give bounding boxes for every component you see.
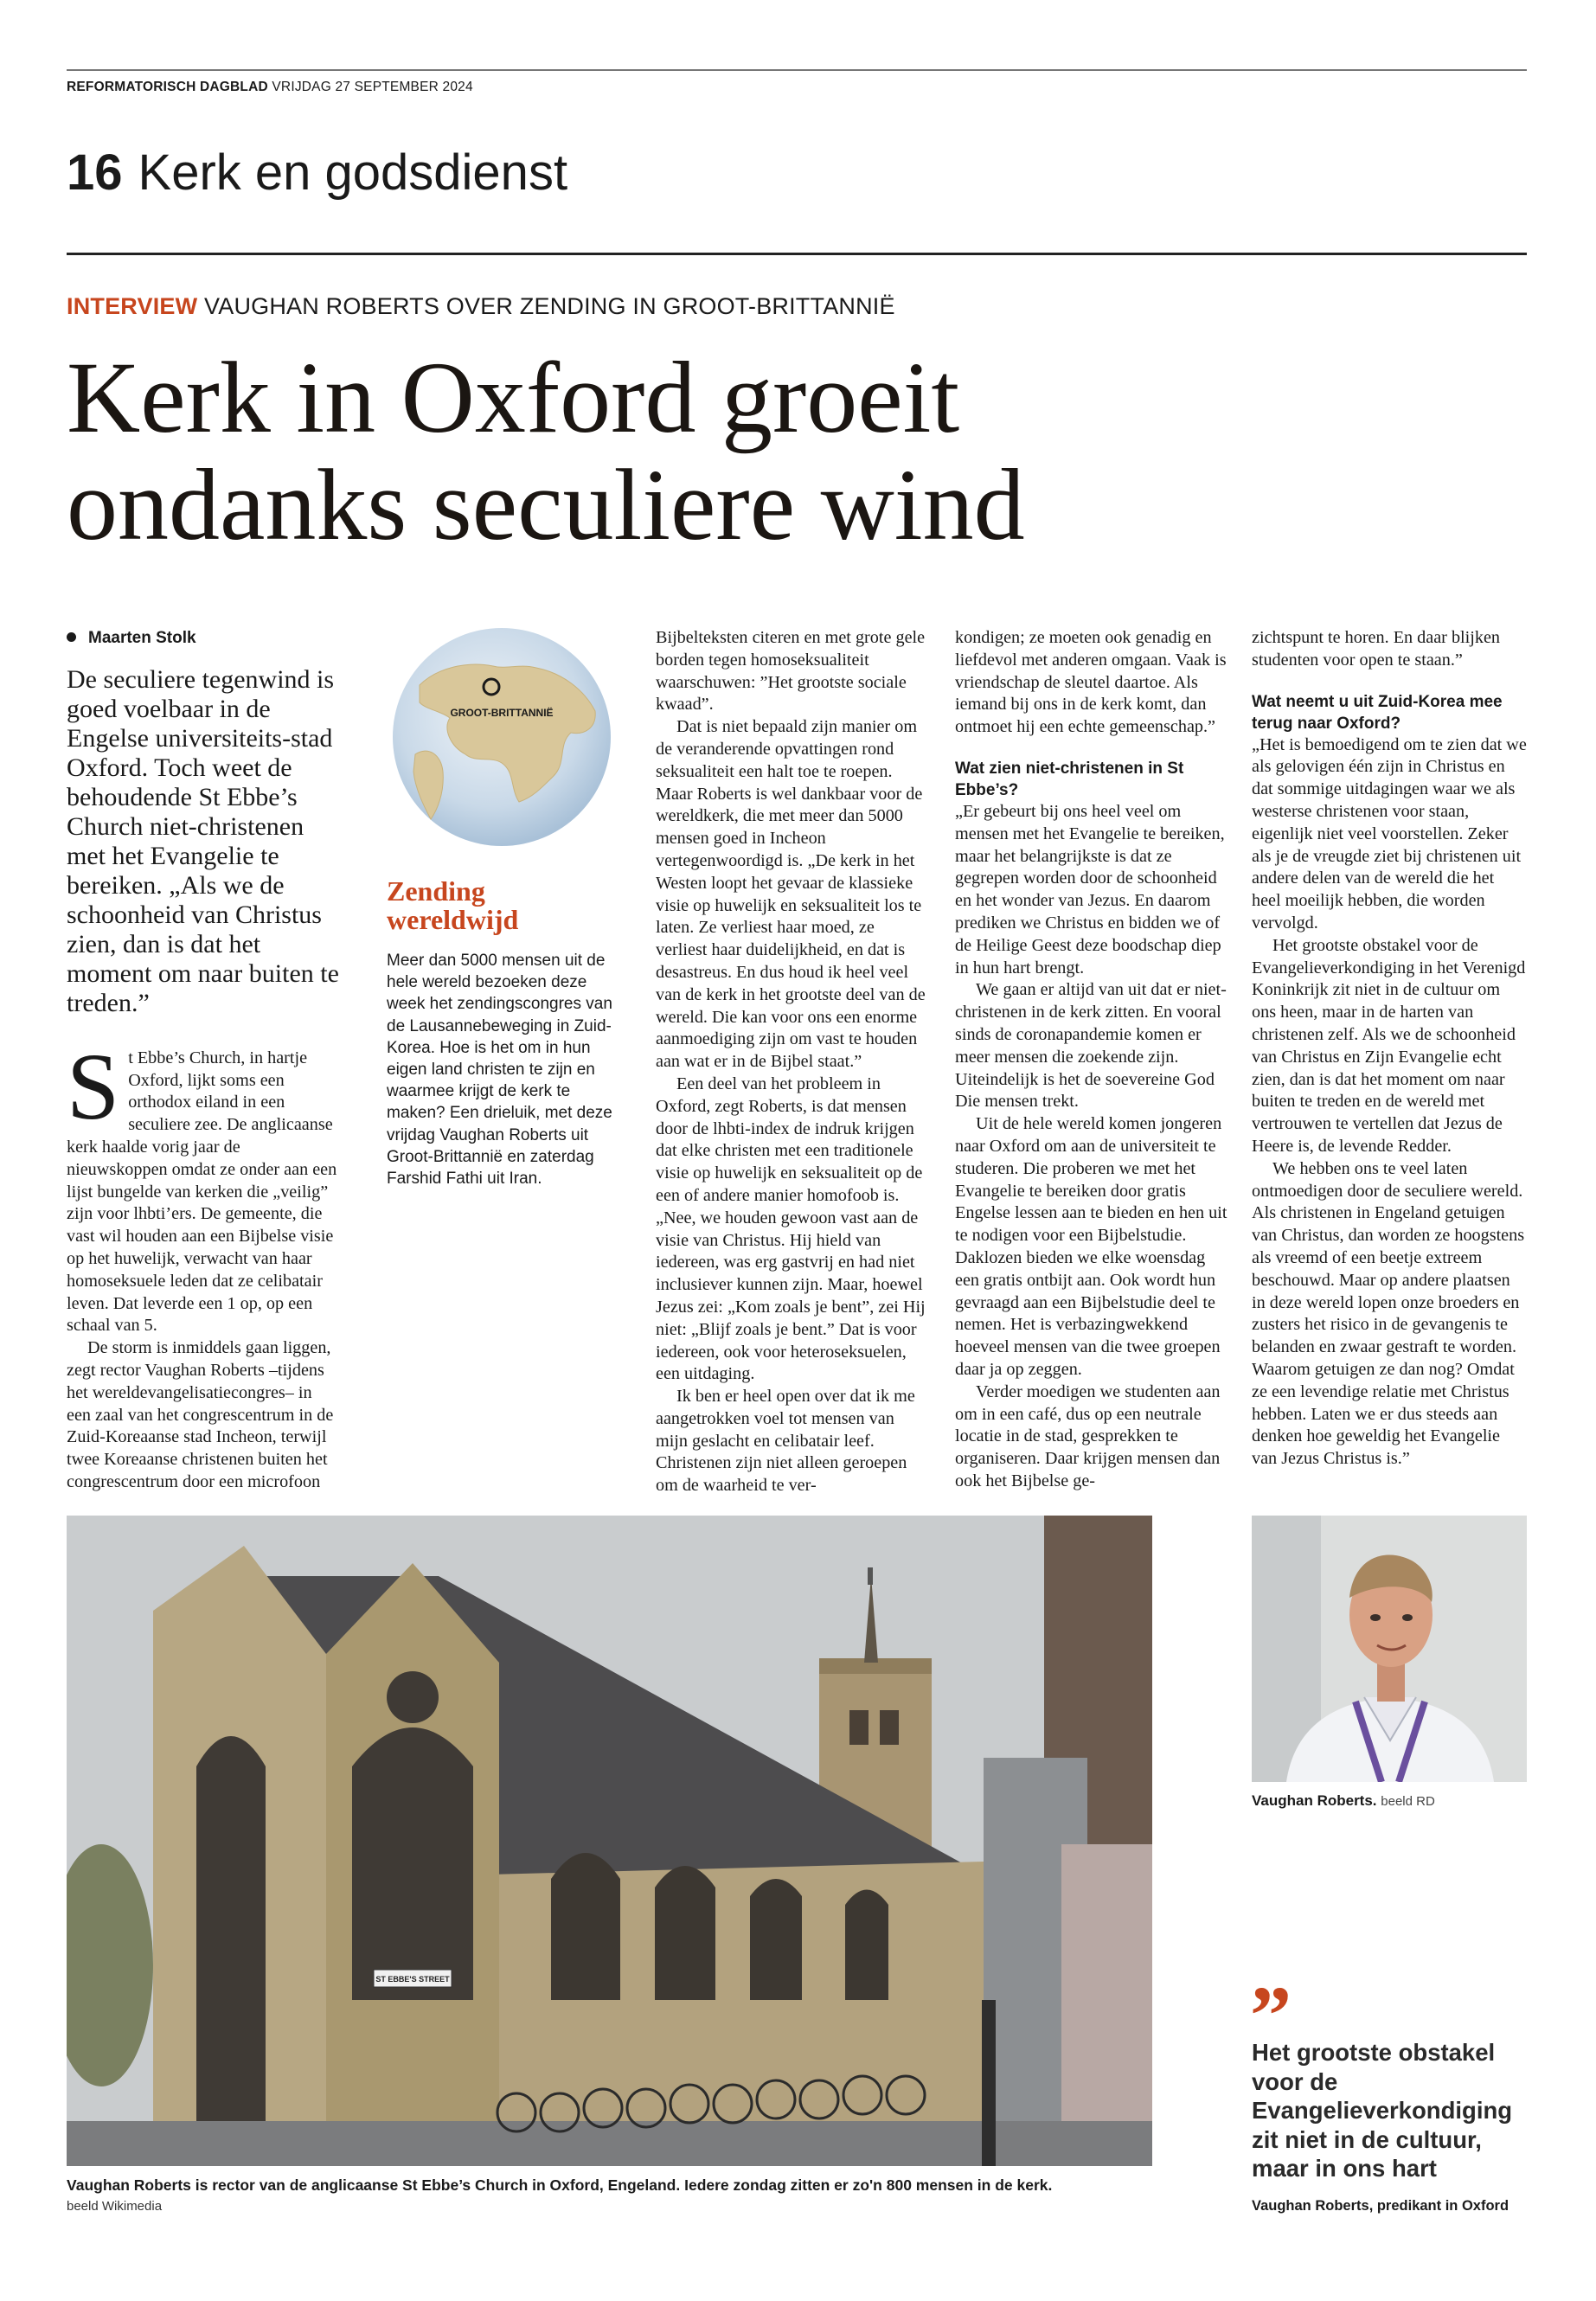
- interview-question: Wat neemt u uit Zuid-Korea mee terug naar Oxford?: [1252, 692, 1503, 733]
- portrait-illustration: [1252, 1516, 1527, 1782]
- body-paragraph: zichtspunt te horen. En daar blijken studenten voor open te staan.”: [1252, 628, 1501, 670]
- body-paragraph: Dat is niet bepaald zijn manier om de veranderende opvattingen rond seksualiteit een halt toe te roepen. Maar Roberts is wel dankbaar voor de wereldkerk, die met meer dan 5000 mensen goed in Incheon vertegenwoordigd is. „De kerk in het Westen loopt het gevaar de klassieke visie op huwelijk en seksualiteit los te laten. Ze verliest haar moed, ze verliest haar duidelijkheid, en dat is desastreus. En dus houd ik heel veel van de kerk in het grootste deel van de wereld. Die kan voor ons een enorme aanmoediging zijn om vast te houden aan wat er in de Bijbel staat.”: [656, 717, 926, 1072]
- section-name: Kerk en godsdienst: [138, 144, 568, 201]
- article-column-1: [67, 627, 340, 1494]
- globe-map: [389, 625, 614, 849]
- headline-line-2: ondanks seculiere wind: [67, 448, 1025, 561]
- body-paragraph: Bijbelteksten citeren en met grote gele borden tegen homoseksualiteit waarschuwen: ”Het grootste sociale kwaad”.: [656, 628, 926, 715]
- byline-author: Maarten Stolk: [88, 629, 196, 647]
- body-paragraph: We hebben ons te veel laten ontmoedigen door de seculiere wereld. Als christenen in Engeland getuigen van Christus, dan worden ze hoogstens als vreemd of een beetje extreem beschouwd. Maar op andere plaatsen in deze wereld lopen onze broeders en zusters het risico in de gevangenis te belanden en zwaar gestraft te worden. Waarom getuigen ze dan nog? Omdat ze een levendige relatie met Christus hebben. Laten we er dus steeds aan denken hoe geweldig het Evangelie van Jezus Christus is.”: [1252, 1158, 1525, 1469]
- pull-quote: Het grootste obstakel voor de Evangelieverkondiging zit niet in de cultuur, maar in ons hart: [1252, 2039, 1513, 2182]
- church-photo-credit: beeld Wikimedia: [67, 2199, 163, 2214]
- church-photo-caption: Vaughan Roberts is rector van de anglicaanse St Ebbe’s Church in Oxford, Engeland. Iedere zondag zitten er zo'n 800 mensen in de kerk.: [67, 2176, 1053, 2194]
- headline-line-1: Kerk in Oxford groeit: [67, 341, 960, 454]
- church-illustration: [67, 1516, 1152, 2166]
- body-paragraph: „Er gebeurt bij ons heel veel om mensen met het Evangelie te bereiken, maar het belangrijkste is dat ze gegrepen worden door de schoonheid en het wonder van Jezus. En daarom prediken we Christus en bidden we of de Heilige Geest deze boodschap diep in hun hart brengt.: [955, 801, 1225, 977]
- body-paragraph: „Het is bemoedigend om te zien dat we als gelovigen één zijn in Christus en dat sommige uitdagingen waar we als westerse christenen voor staan, eigenlijk niet veel voorstellen. Zeker als je de vreugde ziet bij christenen uit andere delen van de wereld die het heel moeilijk hebben, die worden vervolgd.: [1252, 734, 1527, 933]
- kicker-label: INTERVIEW: [67, 293, 198, 319]
- body-paragraph: [67, 1033, 340, 1337]
- portrait-credit: beeld RD: [1381, 1794, 1435, 1809]
- article-column-5: [1252, 627, 1527, 1471]
- section-rule: [67, 253, 1527, 255]
- kicker-text: VAUGHAN ROBERTS OVER ZENDING IN GROOT-BRITTANNIË: [204, 293, 895, 319]
- body-paragraph: kondigen; ze moeten ook genadig en liefdevol met anderen omgaan. Vaak is vriendschap de sleutel daartoe. Als iemand bij ons in de kerk komt, dan ontmoet hij een echte gemeenschap.”: [955, 628, 1227, 737]
- headline: [67, 341, 1364, 561]
- sidebar-title: [387, 877, 518, 934]
- body-paragraph: Het grootste obstakel voor de Evangelieverkondiging in het Verenigd Koninkrijk zit niet in de cultuur om ons heen, maar in de harten van christenen zelf. Als we de schoonheid van Christus en Zijn Evangelie echt zien, dan is dat het moment om naar buiten te treden en de wereld met vertrouwen te vertellen dat Jezus de Heere is, de levende Redder.: [1252, 935, 1526, 1156]
- sidebar-title-line-2: wereldwijd: [387, 904, 519, 935]
- byline-bullet-icon: [67, 632, 76, 642]
- portrait-name: Vaughan Roberts.: [1252, 1792, 1377, 1809]
- top-rule: [67, 69, 1527, 71]
- body-paragraph: Uit de hele wereld komen jongeren naar Oxford om aan de universiteit te studeren. Die proberen we met het Evangelie te bereiken door gratis Engelse lessen aan te bieden en hen uit te nodigen voor een Bijbelstudie. Daklozen bieden we elke woensdag een gratis ontbijt aan. Ook wordt hun gevraagd aan een Bijbelstudie deel te nemen. Het is verbazingwekkend hoeveel mensen van die twee groepen daar ja op zeggen.: [955, 1114, 1227, 1379]
- street-sign-text: ST EBBE'S STREET: [375, 1975, 450, 1984]
- portrait-photo: [1252, 1516, 1527, 1782]
- section-header: [67, 145, 567, 201]
- body-paragraph: Een deel van het probleem in Oxford, zegt Roberts, is dat mensen door de lhbti-index de indruk krijgen dat elke christen met een traditionele visie op huwelijk en seksualiteit op de een of andere manier homofoob is. „Nee, we houden gewoon vast aan de visie van Christus. Hij hield van iedereen, was erg gastvrij en had niet inclusiever kunnen zijn. Maar, hoewel Jezus zei: „Kom zoals je bent”, zei Hij niet: „Blijf zoals je bent.” Dat is voor iedereen, ook voor heteroseksuelen, een uitdaging.: [656, 1074, 926, 1384]
- article-column-4: [955, 627, 1228, 1493]
- globe-label: GROOT-BRITTANNIË: [450, 707, 554, 719]
- body-text: t Ebbe’s Church, in hartje Oxford, lijkt soms een orthodox eiland in een seculiere zee. De anglicaanse kerk haalde vorig jaar de nieuwskoppen omdat ze onder aan een lijst bungelde van kerken die „veilig” zijn voor lhbti’ers. De gemeente, die vast wil houden aan een Bijbelse visie op het huwelijk, verwacht van haar homoseksuele leden dat ze celibatair leven. Dat leverde een 1 op, op een schaal van 5.: [67, 1048, 337, 1336]
- masthead-paper: REFORMATORISCH DAGBLAD: [67, 80, 268, 94]
- masthead-date: VRIJDAG 27 SEPTEMBER 2024: [272, 80, 473, 94]
- pull-quote-attribution: Vaughan Roberts, predikant in Oxford: [1252, 2198, 1509, 2214]
- sidebar-text: Meer dan 5000 mensen uit de hele wereld bezoeken deze week het zendingscongres van de Lausannebeweging in Zuid-Korea. Hoe is het om in hun eigen land christen te zijn en waarmee krijgt de kerk te maken? Een drieluik, met deze vrijdag Vaughan Roberts uit Groot-Brittannië en zaterdag Farshid Fathi uit Iran.: [387, 952, 612, 1189]
- body-paragraph: Ik ben er heel open over dat ik me aangetrokken voel tot mensen van mijn geslacht en celibatair leef. Christenen zijn niet alleen geroepen om de waarheid te ver-: [656, 1387, 915, 1496]
- article-column-3: [656, 627, 929, 1497]
- dropcap: S: [67, 1033, 120, 1139]
- body-paragraph: We gaan er altijd van uit dat er niet-christenen in de kerk zitten. En vooral sinds de coronapandemie komen er meer mensen die zoekende zijn. Uiteindelijk is het de soevereine God Die mensen trekt.: [955, 980, 1227, 1112]
- church-photo: [67, 1516, 1152, 2166]
- masthead: [67, 80, 473, 95]
- body-paragraph: Verder moedigen we studenten aan om in een café, dus op een neutrale locatie in de stad, gesprekken te organiseren. Daar krijgen mensen dan ook het Bijbelse ge-: [955, 1381, 1221, 1490]
- quote-mark-icon: ”: [1250, 1969, 1292, 2061]
- body-paragraph: De storm is inmiddels gaan liggen, zegt rector Vaughan Roberts –tijdens het wereldevangelisatiecongres– in een zaal van het congrescentrum in de Zuid-Koreaanse stad Incheon, terwijl twee Koreaanse christenen buiten het congrescentrum door een microfoon: [67, 1338, 334, 1491]
- intro-paragraph: De seculiere tegenwind is goed voelbaar in de Engelse universiteits-stad Oxford. Toch weet de behoudende St Ebbe’s Church niet-christenen met het Evangelie te bereiken. „Als we de schoonheid van Christus zien, dan is dat het moment om naar buiten te treden.”: [67, 664, 339, 1017]
- portrait-caption: [1252, 1792, 1435, 1810]
- interview-question: Wat zien niet-christenen in St Ebbe’s?: [955, 759, 1184, 799]
- byline: [67, 627, 340, 650]
- sidebar-title-line-1: Zending: [387, 875, 485, 907]
- kicker: [67, 293, 895, 320]
- page-number: 16: [67, 144, 123, 201]
